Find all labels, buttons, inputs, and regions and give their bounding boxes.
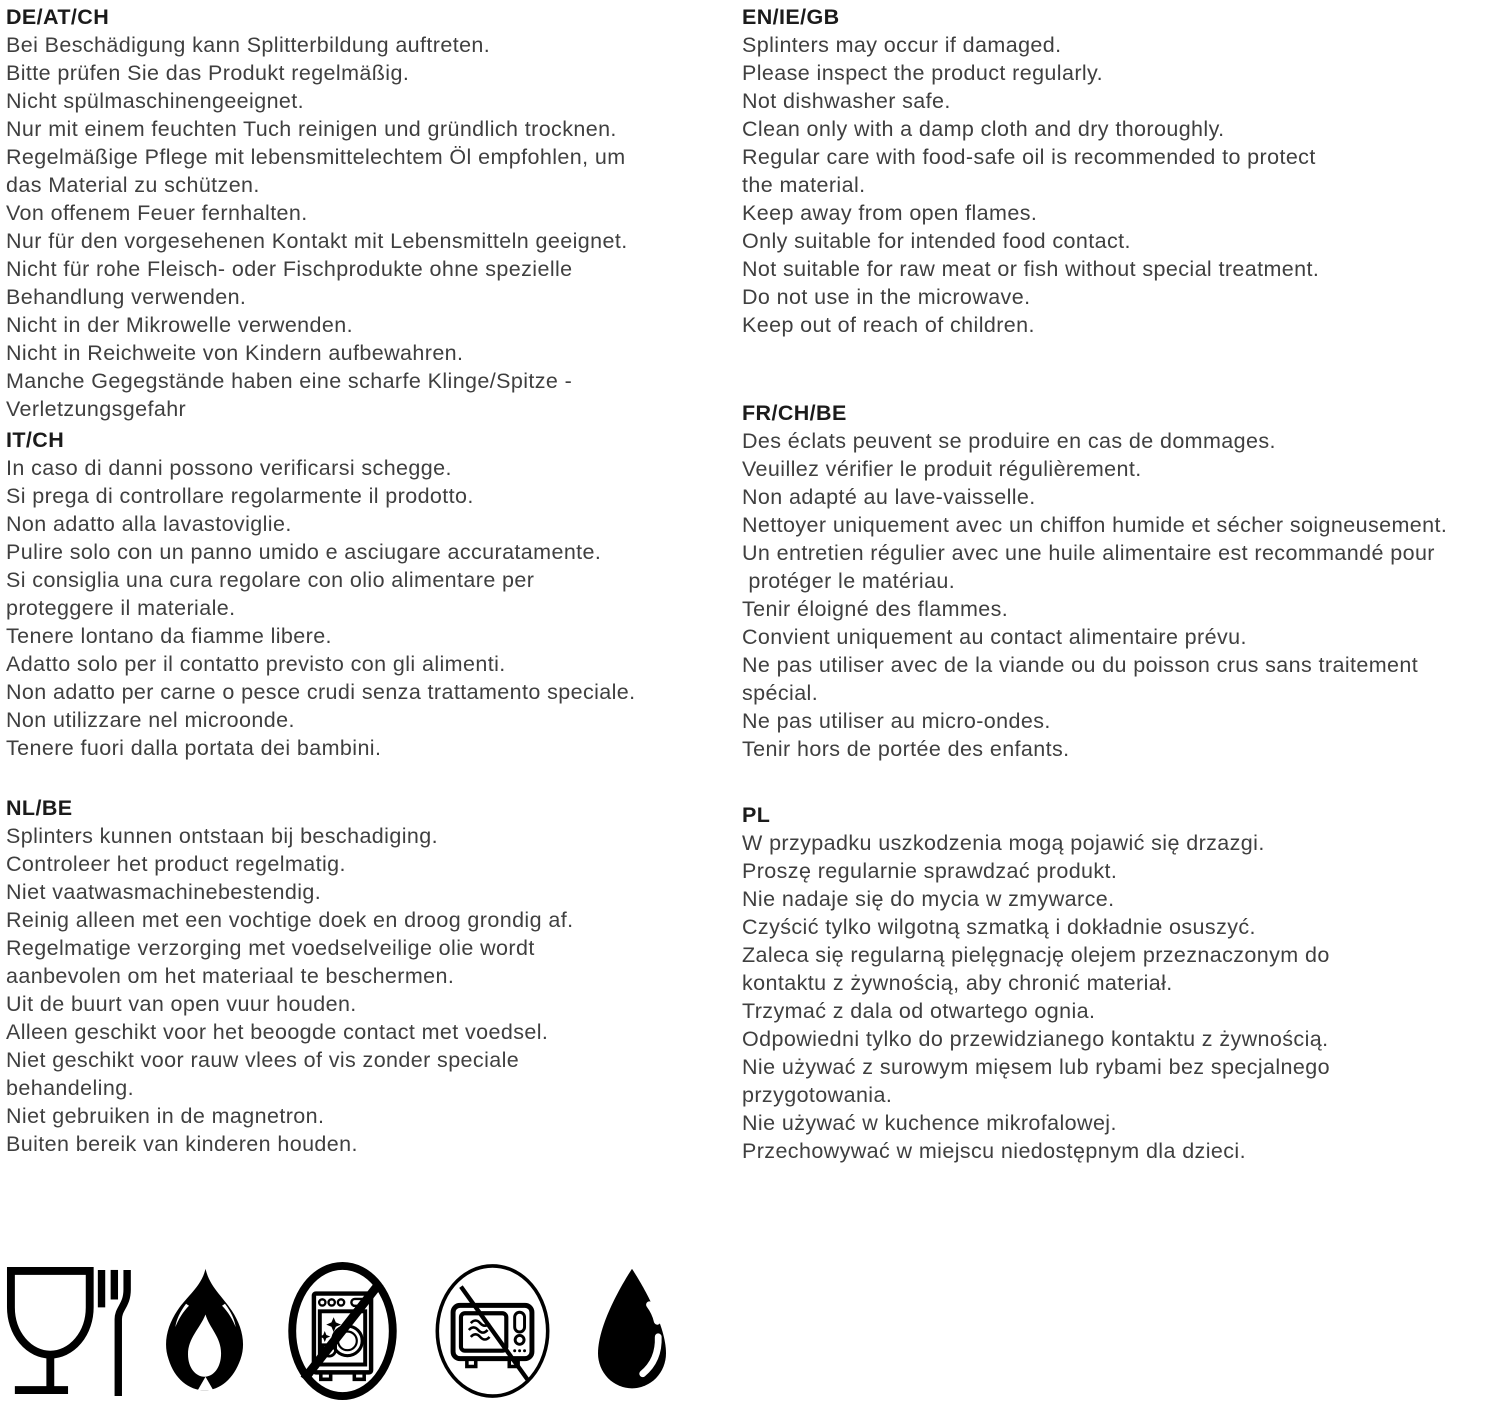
- instruction-line: Adatto solo per il contatto previsto con gli alimenti.: [6, 652, 506, 676]
- language-section-fr-ch-be: [742, 399, 1494, 763]
- instruction-line: kontaktu z żywnością, aby chronić materiał.: [742, 971, 1173, 995]
- instruction-line: Tenir éloigné des flammes.: [742, 597, 1009, 621]
- instruction-line: Alleen geschikt voor het beoogde contact met voedsel.: [6, 1020, 549, 1044]
- instruction-line: Please inspect the product regularly.: [742, 61, 1103, 85]
- instruction-line: Nettoyer uniquement avec un chiffon humide et sécher soigneusement.: [742, 513, 1448, 537]
- instruction-line: Nie nadaje się do mycia w zmywarce.: [742, 887, 1115, 911]
- instruction-line: Non adapté au lave-vaisselle.: [742, 485, 1036, 509]
- instruction-line: Non adatto alla lavastoviglie.: [6, 512, 292, 536]
- instruction-line: Not suitable for raw meat or fish without special treatment.: [742, 257, 1320, 281]
- instruction-line: das Material zu schützen.: [6, 173, 260, 197]
- instruction-line: Verletzungsgefahr: [6, 397, 187, 421]
- instruction-line: Ne pas utiliser avec de la viande ou du poisson crus sans traitement: [742, 653, 1419, 677]
- instruction-line: Regelmäßige Pflege mit lebensmittelechtem Öl empfohlen, um: [6, 145, 626, 169]
- instruction-line: proteggere il materiale.: [6, 596, 236, 620]
- instruction-line: spécial.: [742, 681, 819, 705]
- instruction-line: Nicht in der Mikrowelle verwenden.: [6, 313, 353, 337]
- instruction-line: Keep out of reach of children.: [742, 313, 1035, 337]
- instruction-line: Trzymać z dala od otwartego ognia.: [742, 999, 1096, 1023]
- food-safe-glass-fork-icon: [6, 1262, 136, 1400]
- instruction-line: Si prega di controllare regolarmente il prodotto.: [6, 484, 474, 508]
- right-column: [742, 3, 1494, 1165]
- instruction-line: Niet geschikt voor rauw vlees of vis zonder speciale: [6, 1048, 520, 1072]
- language-section-de-at-ch: [6, 3, 742, 423]
- instruction-line: Splinters may occur if damaged.: [742, 33, 1062, 57]
- instruction-line: Convient uniquement au contact alimentaire prévu.: [742, 625, 1247, 649]
- instruction-line: Regular care with food-safe oil is recommended to protect: [742, 145, 1316, 169]
- instruction-line: Przechowywać w miejscu niedostępnym dla dzieci.: [742, 1139, 1246, 1163]
- instruction-line: Un entretien régulier avec une huile alimentaire est recommandé pour: [742, 541, 1435, 565]
- instruction-line: Tenere fuori dalla portata dei bambini.: [6, 736, 382, 760]
- instruction-line: Bei Beschädigung kann Splitterbildung auftreten.: [6, 33, 491, 57]
- section-heading: DE/AT/CH: [6, 5, 110, 29]
- instruction-line: Manche Gegegstände haben eine scharfe Klinge/Spitze -: [6, 369, 573, 393]
- instruction-line: Nicht spülmaschinengeeignet.: [6, 89, 305, 113]
- instruction-line: Clean only with a damp cloth and dry thoroughly.: [742, 117, 1225, 141]
- instruction-line: Keep away from open flames.: [742, 201, 1038, 225]
- instruction-line: Zaleca się regularną pielęgnację olejem przeznaczonym do: [742, 943, 1330, 967]
- language-section-en-ie-gb: [742, 3, 1494, 339]
- instruction-line: Von offenem Feuer fernhalten.: [6, 201, 308, 225]
- instruction-line: Regelmatige verzorging met voedselveilige olie wordt: [6, 936, 535, 960]
- instruction-line: Uit de buurt van open vuur houden.: [6, 992, 357, 1016]
- instruction-line: Buiten bereik van kinderen houden.: [6, 1132, 358, 1156]
- section-heading: IT/CH: [6, 428, 65, 452]
- safety-icons-row: [6, 1260, 676, 1402]
- instruction-line: przygotowania.: [742, 1083, 893, 1107]
- section-heading: EN/IE/GB: [742, 5, 840, 29]
- instruction-line: Controleer het product regelmatig.: [6, 852, 346, 876]
- instruction-line: protéger le matériau.: [742, 569, 956, 593]
- no-dishwasher-icon: [288, 1262, 397, 1400]
- instruction-line: Odpowiedni tylko do przewidzianego kontaktu z żywnością.: [742, 1027, 1329, 1051]
- section-heading: FR/CH/BE: [742, 401, 847, 425]
- instruction-line: Niet vaatwasmachinebestendig.: [6, 880, 322, 904]
- instruction-line: behandeling.: [6, 1076, 134, 1100]
- instruction-line: Tenere lontano da fiamme libere.: [6, 624, 332, 648]
- instruction-line: Tenir hors de portée des enfants.: [742, 737, 1070, 761]
- instruction-line: Behandlung verwenden.: [6, 285, 247, 309]
- instruction-line: Nie używać z surowym mięsem lub rybami bez specjalnego: [742, 1055, 1330, 1079]
- instruction-line: Nie używać w kuchence mikrofalowej.: [742, 1111, 1117, 1135]
- instruction-line: Only suitable for intended food contact.: [742, 229, 1131, 253]
- instruction-line: In caso di danni possono verificarsi schegge.: [6, 456, 452, 480]
- instruction-line: Proszę regularnie sprawdzać produkt.: [742, 859, 1118, 883]
- instruction-line: the material.: [742, 173, 866, 197]
- instruction-line: Not dishwasher safe.: [742, 89, 951, 113]
- language-section-it-ch: [6, 426, 742, 762]
- instruction-line: W przypadku uszkodzenia mogą pojawić się drzazgi.: [742, 831, 1265, 855]
- instruction-line: Nur für den vorgesehenen Kontakt mit Lebensmitteln geeignet.: [6, 229, 628, 253]
- instruction-line: Si consiglia una cura regolare con olio alimentare per: [6, 568, 535, 592]
- instruction-line: Ne pas utiliser au micro-ondes.: [742, 709, 1051, 733]
- instruction-line: Nicht für rohe Fleisch- oder Fischprodukte ohne spezielle: [6, 257, 573, 281]
- section-heading: NL/BE: [6, 796, 73, 820]
- instruction-line: Veuillez vérifier le produit régulièrement.: [742, 457, 1142, 481]
- instruction-line: Reinig alleen met een vochtige doek en droog grondig af.: [6, 908, 574, 932]
- instruction-line: Pulire solo con un panno umido e asciugare accuratamente.: [6, 540, 602, 564]
- flame-icon: [150, 1261, 262, 1401]
- instruction-line: Nur mit einem feuchten Tuch reinigen und gründlich trocknen.: [6, 117, 617, 141]
- instruction-line: Czyścić tylko wilgotną szmatką i dokładnie osuszyć.: [742, 915, 1256, 939]
- instruction-line: Niet gebruiken in de magnetron.: [6, 1104, 325, 1128]
- left-column: [6, 3, 742, 1165]
- instruction-line: Splinters kunnen ontstaan bij beschadiging.: [6, 824, 438, 848]
- instruction-line: Nicht in Reichweite von Kindern aufbewahren.: [6, 341, 464, 365]
- instruction-line: Non adatto per carne o pesce crudi senza trattamento speciale.: [6, 680, 636, 704]
- instruction-line: Non utilizzare nel microonde.: [6, 708, 295, 732]
- instruction-line: Do not use in the microwave.: [742, 285, 1031, 309]
- no-microwave-icon: [433, 1262, 552, 1400]
- instruction-line: Bitte prüfen Sie das Produkt regelmäßig.: [6, 61, 410, 85]
- instruction-line: Des éclats peuvent se produire en cas de dommages.: [742, 429, 1276, 453]
- language-section-pl: [742, 801, 1494, 1165]
- water-drop-icon: [588, 1263, 676, 1399]
- section-heading: PL: [742, 803, 771, 827]
- instruction-line: aanbevolen om het materiaal te beschermen.: [6, 964, 455, 988]
- language-section-nl-be: [6, 794, 742, 1158]
